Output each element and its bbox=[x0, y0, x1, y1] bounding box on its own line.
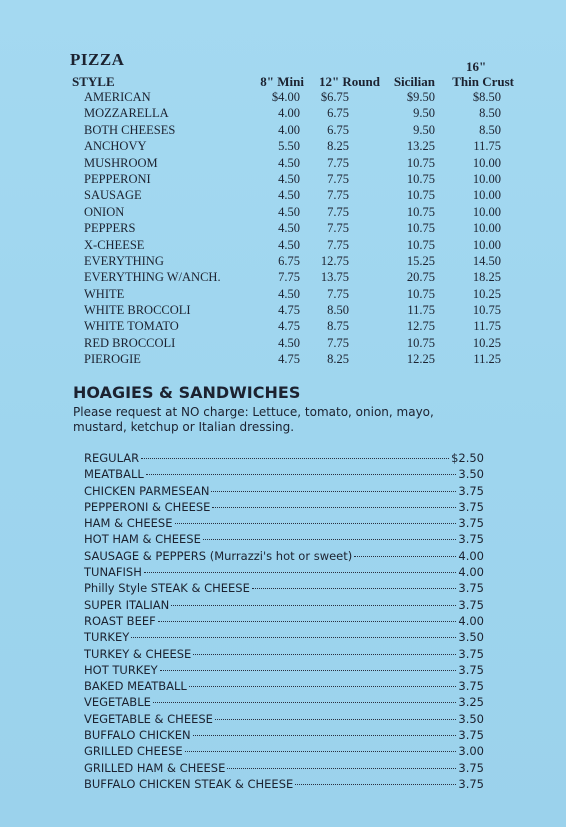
price-sicilian: 10.75 bbox=[406, 188, 435, 203]
hoagie-item bbox=[84, 467, 484, 483]
price-thin-crust: 10.00 bbox=[472, 155, 501, 170]
hoagie-item-name: VEGETABLE & CHEESE bbox=[84, 711, 213, 726]
pizza-style-name: PEPPERONI bbox=[84, 171, 151, 186]
style-column-header: STYLE bbox=[72, 74, 115, 89]
hoagie-item-name: HOT TURKEY bbox=[84, 662, 158, 677]
hoagie-item bbox=[84, 614, 484, 630]
price-round: 8.50 bbox=[327, 303, 349, 318]
price-thin-crust: 11.25 bbox=[473, 352, 501, 367]
hoagie-item bbox=[84, 647, 484, 663]
dot-leader bbox=[141, 458, 449, 459]
price-sicilian: 13.25 bbox=[406, 139, 435, 154]
pizza-style-name: WHITE TOMATO bbox=[84, 319, 179, 334]
price-thin-crust: 10.25 bbox=[472, 335, 501, 350]
sicilian-column-header: Sicilian bbox=[393, 74, 435, 89]
price-mini: 4.50 bbox=[278, 204, 300, 219]
price-round: 7.75 bbox=[327, 171, 349, 186]
price-mini: 4.75 bbox=[278, 303, 300, 318]
dot-leader bbox=[354, 556, 456, 557]
price-mini: 5.50 bbox=[278, 139, 300, 154]
hoagie-item-price: 3.75 bbox=[458, 516, 484, 531]
hoagie-item bbox=[84, 451, 484, 467]
hoagie-item-name: Philly Style STEAK & CHEESE bbox=[84, 581, 250, 596]
pizza-row bbox=[0, 188, 566, 204]
price-round: 7.75 bbox=[327, 237, 349, 252]
price-sicilian: 10.75 bbox=[406, 171, 435, 186]
pizza-row bbox=[0, 238, 566, 254]
price-mini: 4.75 bbox=[278, 319, 300, 334]
thin-crust-column-header: Thin Crust bbox=[452, 74, 514, 89]
price-thin-crust: 10.00 bbox=[472, 204, 501, 219]
price-mini: 4.75 bbox=[278, 352, 300, 367]
hoagie-item bbox=[84, 777, 484, 793]
pizza-style-name: PEPPERS bbox=[84, 221, 136, 236]
hoagie-item-price: 3.75 bbox=[458, 679, 484, 694]
price-sicilian: 10.75 bbox=[406, 155, 435, 170]
price-thin-crust: 10.00 bbox=[472, 221, 501, 236]
pizza-style-name: MUSHROOM bbox=[84, 155, 158, 170]
hoagie-item bbox=[84, 532, 484, 548]
price-thin-crust: 14.50 bbox=[472, 253, 501, 268]
price-thin-crust: 10.25 bbox=[472, 286, 501, 301]
price-mini: 7.75 bbox=[278, 270, 300, 285]
price-sicilian: 15.25 bbox=[406, 253, 435, 268]
price-sicilian: 11.75 bbox=[407, 303, 435, 318]
price-mini: $4.00 bbox=[271, 90, 300, 104]
hoagie-item bbox=[84, 549, 484, 565]
pizza-style-name: EVERYTHING W/ANCH. bbox=[84, 270, 221, 285]
pizza-row bbox=[0, 319, 566, 335]
pizza-style-name: EVERYTHING bbox=[84, 253, 164, 268]
hoagie-item-price: $2.50 bbox=[451, 451, 484, 465]
price-round: 7.75 bbox=[327, 204, 349, 219]
dot-leader bbox=[295, 784, 456, 785]
price-sicilian: 10.75 bbox=[406, 237, 435, 252]
price-thin-crust: 10.00 bbox=[472, 188, 501, 203]
hoagie-item-price: 3.75 bbox=[458, 776, 484, 791]
hoagie-item-price: 3.75 bbox=[458, 760, 484, 775]
price-round: 7.75 bbox=[327, 155, 349, 170]
price-thin-crust: $8.50 bbox=[472, 90, 501, 104]
hoagie-item bbox=[84, 516, 484, 532]
hoagie-item-name: TUNAFISH bbox=[84, 565, 142, 580]
pizza-row bbox=[0, 156, 566, 172]
hoagies-price-list bbox=[84, 451, 484, 793]
dot-leader bbox=[131, 637, 456, 638]
hoagie-item-name: HAM & CHEESE bbox=[84, 516, 173, 531]
pizza-price-table bbox=[0, 90, 566, 369]
dot-leader bbox=[252, 588, 457, 589]
price-round: $6.75 bbox=[320, 90, 349, 104]
pizza-row bbox=[0, 270, 566, 286]
hoagie-item-price: 3.50 bbox=[458, 630, 484, 645]
hoagie-item-name: TURKEY & CHEESE bbox=[84, 646, 192, 661]
pizza-row bbox=[0, 287, 566, 303]
price-round: 6.75 bbox=[327, 122, 349, 137]
dot-leader bbox=[193, 735, 457, 736]
dot-leader bbox=[189, 686, 457, 687]
hoagie-item-price: 3.75 bbox=[458, 499, 484, 514]
price-round: 8.25 bbox=[327, 352, 349, 367]
dot-leader bbox=[203, 539, 457, 540]
round-column-header: 12" Round bbox=[318, 74, 380, 89]
price-mini: 4.50 bbox=[278, 335, 300, 350]
hoagie-item bbox=[84, 630, 484, 646]
price-mini: 4.50 bbox=[278, 155, 300, 170]
hoagie-item-price: 4.00 bbox=[458, 565, 484, 580]
hoagie-item-price: 3.75 bbox=[458, 646, 484, 661]
pizza-style-name: X-CHEESE bbox=[84, 237, 145, 252]
hoagie-item-name: VEGETABLE bbox=[84, 695, 151, 710]
hoagie-item bbox=[84, 581, 484, 597]
hoagie-item-price: 3.50 bbox=[458, 467, 484, 482]
hoagies-note: Please request at NO charge: Lettuce, tomato, onion, mayo, mustard, ketchup or Italian dressing. bbox=[73, 405, 434, 434]
price-sicilian: 12.25 bbox=[406, 352, 435, 367]
hoagie-item bbox=[84, 598, 484, 614]
hoagie-item bbox=[84, 565, 484, 581]
price-sicilian: 10.75 bbox=[406, 221, 435, 236]
price-round: 7.75 bbox=[327, 221, 349, 236]
dot-leader bbox=[212, 507, 456, 508]
price-mini: 4.50 bbox=[278, 237, 300, 252]
price-sicilian: 10.75 bbox=[406, 286, 435, 301]
hoagie-item-name: BAKED MEATBALL bbox=[84, 679, 187, 694]
price-round: 7.75 bbox=[327, 286, 349, 301]
price-thin-crust: 11.75 bbox=[473, 139, 501, 154]
price-sicilian: 9.50 bbox=[413, 122, 435, 137]
price-round: 12.75 bbox=[320, 253, 349, 268]
pizza-row bbox=[0, 139, 566, 155]
dot-leader bbox=[227, 768, 456, 769]
price-round: 8.25 bbox=[327, 139, 349, 154]
hoagie-item bbox=[84, 728, 484, 744]
dot-leader bbox=[144, 572, 457, 573]
price-mini: 4.50 bbox=[278, 171, 300, 186]
pizza-style-name: AMERICAN bbox=[84, 90, 151, 104]
dot-leader bbox=[215, 719, 456, 720]
pizza-style-name: BOTH CHEESES bbox=[84, 122, 176, 137]
hoagie-item-name: PEPPERONI & CHEESE bbox=[84, 499, 211, 514]
hoagie-item-price: 3.75 bbox=[458, 581, 484, 596]
hoagie-item-name: SUPER ITALIAN bbox=[84, 597, 170, 612]
dot-leader bbox=[158, 621, 457, 622]
dot-leader bbox=[193, 654, 456, 655]
dot-leader bbox=[146, 474, 457, 475]
pizza-row bbox=[0, 254, 566, 270]
price-thin-crust: 18.25 bbox=[472, 270, 501, 285]
hoagie-item-name: GRILLED HAM & CHEESE bbox=[84, 760, 226, 775]
dot-leader bbox=[153, 702, 457, 703]
pizza-style-name: ONION bbox=[84, 204, 125, 219]
hoagie-item-name: MEATBALL bbox=[84, 467, 144, 482]
hoagie-item-price: 4.00 bbox=[458, 613, 484, 628]
dot-leader bbox=[160, 670, 457, 671]
price-mini: 4.50 bbox=[278, 286, 300, 301]
pizza-section-title: PIZZA bbox=[70, 50, 125, 69]
hoagie-item-price: 3.00 bbox=[458, 744, 484, 759]
price-round: 7.75 bbox=[327, 335, 349, 350]
pizza-row bbox=[0, 90, 566, 106]
hoagie-item-name: BUFFALO CHICKEN STEAK & CHEESE bbox=[84, 776, 294, 791]
price-thin-crust: 10.00 bbox=[472, 171, 501, 186]
hoagie-item-price: 3.75 bbox=[458, 728, 484, 743]
hoagie-item bbox=[84, 744, 484, 760]
hoagie-item-name: ROAST BEEF bbox=[84, 613, 156, 628]
price-thin-crust: 10.75 bbox=[472, 303, 501, 318]
hoagie-item bbox=[84, 695, 484, 711]
price-round: 13.75 bbox=[320, 270, 349, 285]
hoagie-item-price: 3.75 bbox=[458, 662, 484, 677]
hoagie-item-price: 3.75 bbox=[458, 597, 484, 612]
price-thin-crust: 8.50 bbox=[479, 122, 501, 137]
price-sicilian: 12.75 bbox=[406, 319, 435, 334]
price-round: 8.75 bbox=[327, 319, 349, 334]
price-sicilian: 20.75 bbox=[406, 270, 435, 285]
price-thin-crust: 8.50 bbox=[479, 106, 501, 121]
price-mini: 4.00 bbox=[278, 106, 300, 121]
hoagie-item bbox=[84, 500, 484, 516]
price-sicilian: 9.50 bbox=[413, 106, 435, 121]
pizza-row bbox=[0, 303, 566, 319]
hoagie-item-name: CHICKEN PARMESEAN bbox=[84, 483, 210, 498]
price-round: 7.75 bbox=[327, 188, 349, 203]
hoagie-item-price: 3.75 bbox=[458, 483, 484, 498]
price-thin-crust: 11.75 bbox=[473, 319, 501, 334]
hoagie-item-name: BUFFALO CHICKEN bbox=[84, 728, 191, 743]
pizza-style-name: RED BROCCOLI bbox=[84, 335, 176, 350]
pizza-style-name: WHITE bbox=[84, 286, 125, 301]
pizza-style-name: SAUSAGE bbox=[84, 188, 142, 203]
pizza-row bbox=[0, 336, 566, 352]
hoagie-item bbox=[84, 484, 484, 500]
hoagie-item-name: HOT HAM & CHEESE bbox=[84, 532, 201, 547]
pizza-row bbox=[0, 106, 566, 122]
dot-leader bbox=[185, 751, 457, 752]
dot-leader bbox=[175, 523, 457, 524]
hoagie-item bbox=[84, 761, 484, 777]
price-mini: 6.75 bbox=[278, 253, 300, 268]
price-mini: 4.50 bbox=[278, 188, 300, 203]
dot-leader bbox=[211, 491, 456, 492]
price-sicilian: $9.50 bbox=[406, 90, 435, 104]
hoagie-item-price: 3.75 bbox=[458, 532, 484, 547]
dot-leader bbox=[171, 605, 456, 606]
price-mini: 4.50 bbox=[278, 221, 300, 236]
thin-crust-size-label: 16" bbox=[466, 59, 487, 74]
hoagie-item-name: REGULAR bbox=[84, 451, 140, 465]
hoagie-item-name: GRILLED CHEESE bbox=[84, 744, 183, 759]
price-mini: 4.00 bbox=[278, 122, 300, 137]
hoagie-item-price: 3.50 bbox=[458, 711, 484, 726]
hoagie-item bbox=[84, 679, 484, 695]
mini-column-header: 8" Mini bbox=[260, 74, 304, 89]
hoagie-item-price: 3.25 bbox=[458, 695, 484, 710]
pizza-row bbox=[0, 172, 566, 188]
pizza-style-name: PIEROGIE bbox=[84, 352, 141, 367]
pizza-row bbox=[0, 352, 566, 368]
pizza-row bbox=[0, 205, 566, 221]
hoagie-item-name: SAUSAGE & PEPPERS (Murrazzi's hot or sweet) bbox=[84, 548, 353, 563]
pizza-row bbox=[0, 221, 566, 237]
price-sicilian: 10.75 bbox=[406, 335, 435, 350]
hoagies-section-title: HOAGIES & SANDWICHES bbox=[73, 383, 301, 402]
pizza-style-name: WHITE BROCCOLI bbox=[84, 303, 191, 318]
pizza-style-name: ANCHOVY bbox=[84, 139, 147, 154]
pizza-row bbox=[0, 123, 566, 139]
hoagie-item bbox=[84, 663, 484, 679]
price-thin-crust: 10.00 bbox=[472, 237, 501, 252]
pizza-style-name: MOZZARELLA bbox=[84, 106, 169, 121]
price-round: 6.75 bbox=[327, 106, 349, 121]
price-sicilian: 10.75 bbox=[406, 204, 435, 219]
hoagie-item-price: 4.00 bbox=[458, 548, 484, 563]
hoagie-item bbox=[84, 712, 484, 728]
hoagie-item-name: TURKEY bbox=[84, 630, 130, 645]
